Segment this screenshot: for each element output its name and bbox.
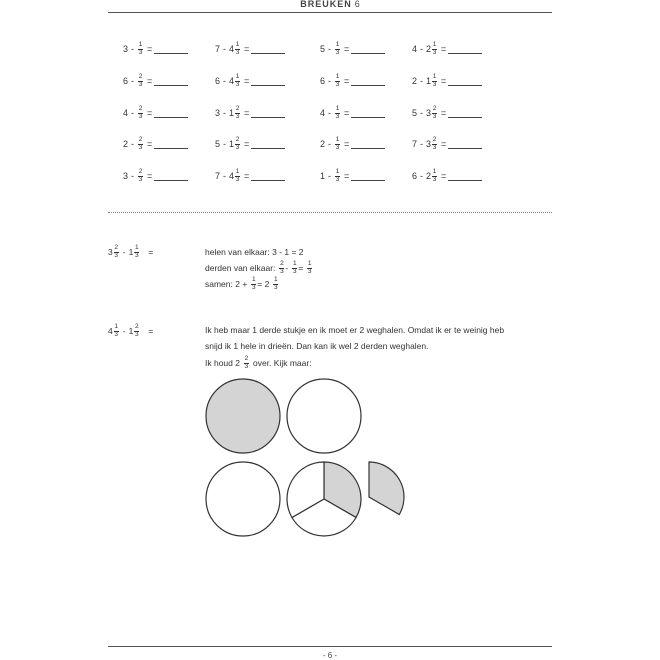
answer-blank[interactable] (154, 109, 188, 118)
exercise-item: 4 - $\frac{1}{3}$ = (320, 106, 385, 120)
answer-blank[interactable] (351, 140, 385, 149)
page-header (108, 0, 552, 13)
answer-blank[interactable] (154, 77, 188, 86)
example2-problem: 4 $\frac{1}{3}$ - 1 $\frac{2}{3}$ = (108, 323, 154, 338)
ex1-equals: = (148, 247, 154, 257)
ex1-whole2: 1 (128, 247, 134, 257)
footer-rule (108, 646, 552, 647)
header-page-number: 6 (354, 0, 360, 9)
circle-empty-whole-bottom (206, 462, 280, 536)
exercise-item: 3 - $\frac{2}{3}$ = (123, 169, 188, 183)
answer-blank[interactable] (251, 109, 285, 118)
footer-page-number: - 6 - (322, 651, 338, 660)
ex1-frac2: $\frac{1}{3}$ (135, 244, 139, 259)
answer-blank[interactable] (251, 77, 285, 86)
answer-blank[interactable] (251, 172, 285, 181)
answer-blank[interactable] (154, 140, 188, 149)
answer-blank[interactable] (448, 45, 482, 54)
fraction-circles-illustration (195, 378, 415, 543)
removed-third-piece (369, 462, 404, 515)
exercise-item: 7 - 4 $\frac{1}{3}$ = (215, 42, 285, 56)
exercise-item: 3 - 1 $\frac{2}{3}$ = (215, 106, 285, 120)
answer-blank[interactable] (448, 140, 482, 149)
ex1-line1: helen van elkaar: 3 - 1 = 2 (205, 247, 304, 257)
answer-blank[interactable] (448, 109, 482, 118)
exercise-item: 2 - 1 $\frac{1}{3}$ = (412, 74, 482, 88)
answer-blank[interactable] (351, 77, 385, 86)
exercise-item: 7 - 3 $\frac{2}{3}$ = (412, 137, 482, 151)
circle-split-in-thirds (287, 462, 361, 536)
exercise-item: 4 - 2 $\frac{1}{3}$ = (412, 42, 482, 56)
ex2-line1: Ik heb maar 1 derde stukje en ik moet er 2 weghalen. Omdat ik er te weinig heb (205, 325, 505, 335)
exercise-item: 5 - 1 $\frac{2}{3}$ = (215, 137, 285, 151)
ex2-line2: snijd ik 1 hele in drieën. Dan kan ik wel 2 derden weghalen. (205, 341, 429, 351)
ex2-line3: Ik houd 2 $\frac{2}{3}$ over. Kijk maar: (205, 355, 312, 370)
exercise-item: 6 - 2 $\frac{1}{3}$ = (412, 169, 482, 183)
exercise-item: 6 - 4 $\frac{1}{3}$ = (215, 74, 285, 88)
exercise-item: 5 - $\frac{1}{3}$ = (320, 42, 385, 56)
answer-blank[interactable] (154, 172, 188, 181)
answer-blank[interactable] (251, 45, 285, 54)
example1-problem (108, 245, 153, 259)
ex1-line3: samen: 2 + $\frac{1}{3}$ = 2 $\frac{1}{3}$ (205, 276, 278, 291)
ex1-op: - (122, 247, 126, 257)
answer-blank[interactable] (351, 172, 385, 181)
exercise-item: 5 - 3 $\frac{2}{3}$ = (412, 106, 482, 120)
ex1-line2: derden van elkaar: $\frac{2}{3}$ - $\frac{1}{3}$ = $\frac{1}{3}$ (205, 260, 312, 275)
answer-blank[interactable] (351, 45, 385, 54)
exercise-item: 6 - $\frac{1}{3}$ = (320, 74, 385, 88)
ex1-frac1: $\frac{2}{3}$ (114, 244, 119, 259)
answer-blank[interactable] (448, 77, 482, 86)
ex1-whole1: 3 (108, 247, 113, 257)
answer-blank[interactable] (154, 45, 188, 54)
exercise-item: 3 - $\frac{1}{3}$ = (123, 42, 188, 56)
exercise-item: 4 - $\frac{2}{3}$ = (123, 106, 188, 120)
exercise-item: 2 - $\frac{1}{3}$ = (320, 137, 385, 151)
circle-shaded-whole (206, 379, 280, 453)
answer-blank[interactable] (251, 140, 285, 149)
answer-blank[interactable] (351, 109, 385, 118)
header-title: BREUKEN (300, 0, 352, 9)
exercise-item: 6 - $\frac{2}{3}$ = (123, 74, 188, 88)
dotted-separator (108, 212, 552, 213)
exercise-item: 2 - $\frac{2}{3}$ = (123, 137, 188, 151)
exercise-item: 7 - 4 $\frac{1}{3}$ = (215, 169, 285, 183)
exercise-item: 1 - $\frac{1}{3}$ = (320, 169, 385, 183)
circle-empty-whole-top (287, 379, 361, 453)
answer-blank[interactable] (448, 172, 482, 181)
